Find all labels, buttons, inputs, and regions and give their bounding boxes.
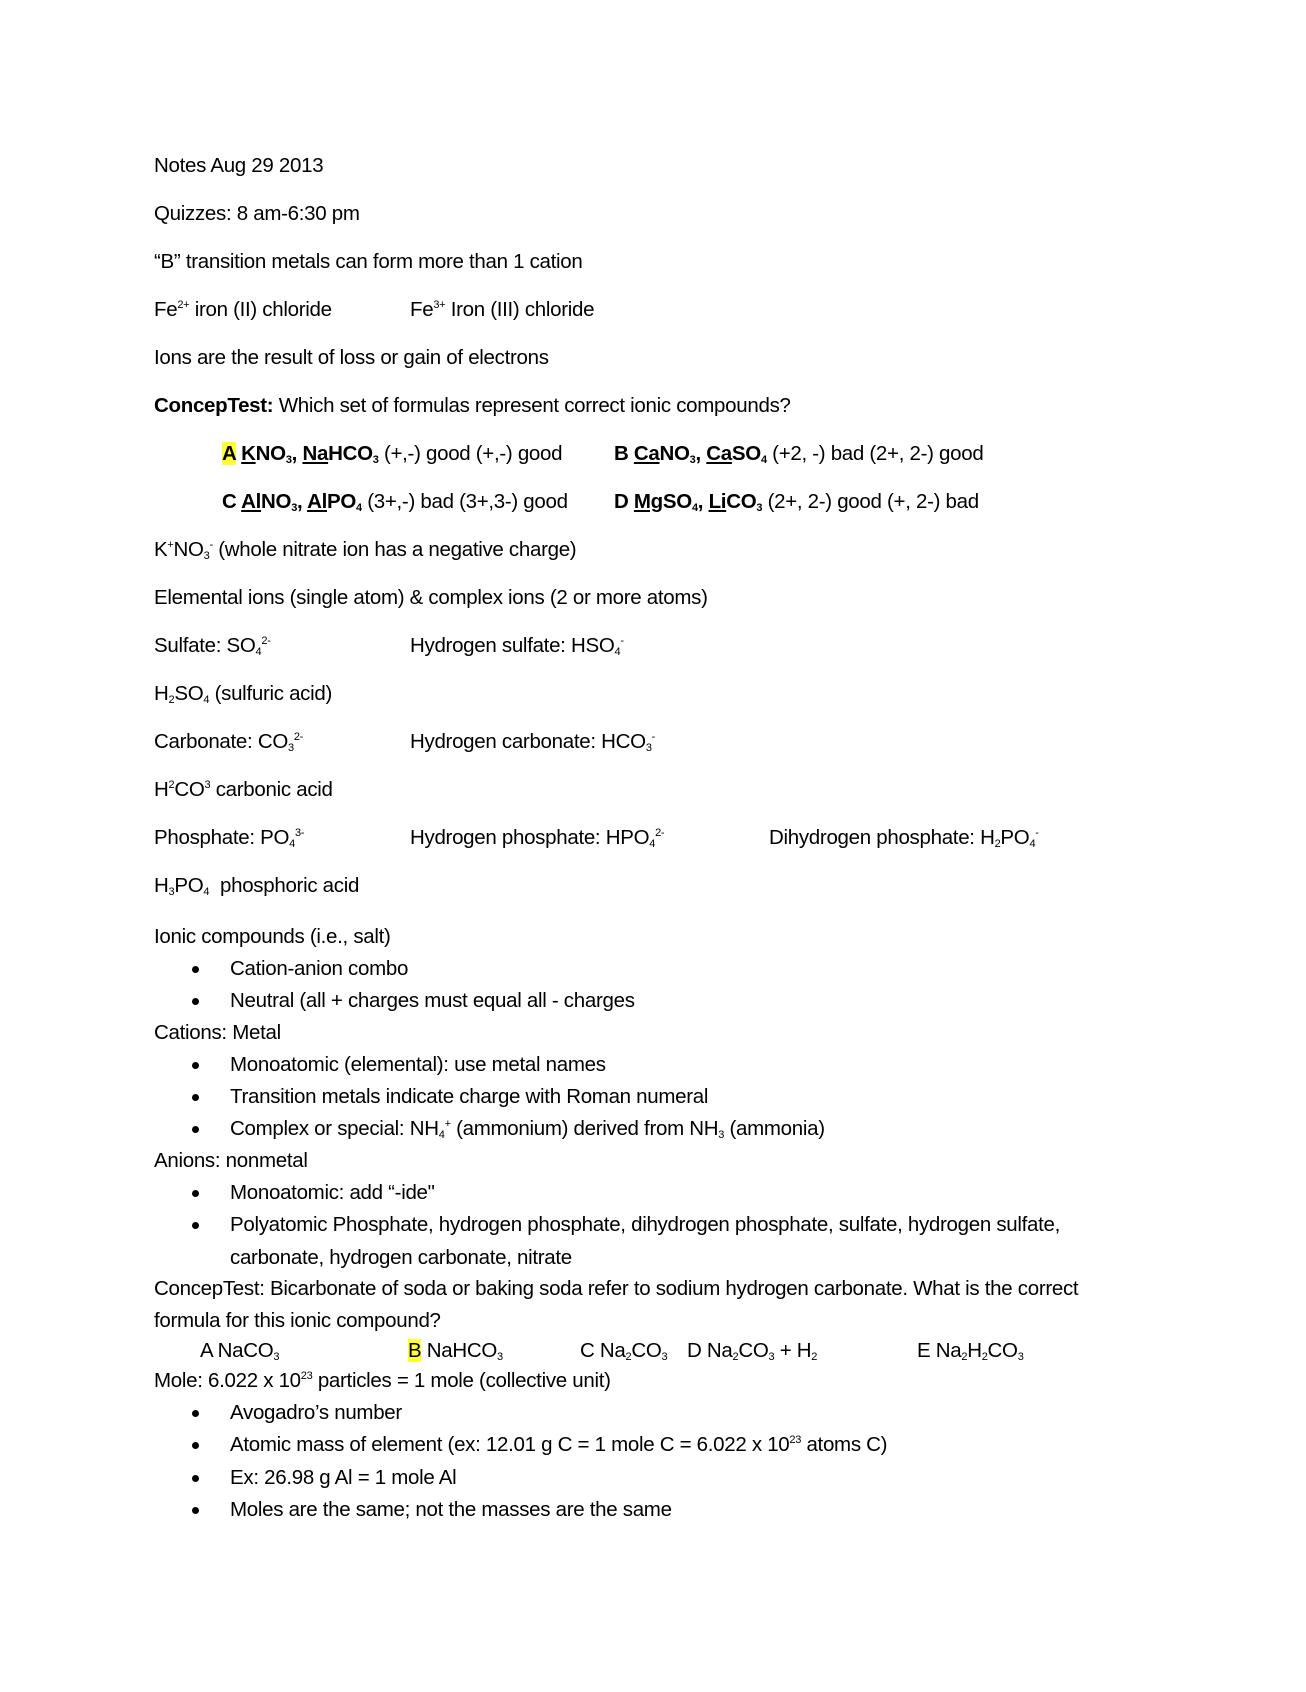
sulfate-line: Sulfate: $SO_4^{2-}$	[154, 634, 271, 658]
conceptest-2-line-1: ConcepTest: Bicarbonate of soda or baking soda refer to sodium hydrogen carbonate. What is the correct	[154, 1277, 1079, 1300]
bullet-icon	[192, 1475, 199, 1482]
conceptest-2-option-b: B NaHCO$_3$	[408, 1339, 503, 1363]
anion-bullet-1: Monoatomic: add “-ide"	[230, 1181, 435, 1204]
cation-bullet-1: Monoatomic (elemental): use metal names	[230, 1053, 606, 1076]
mole-bullet-4: Moles are the same; not the masses are the same	[230, 1498, 672, 1521]
dihydrogen-phosphate-line: Dihydrogen phosphate: $H_2PO_4^-$	[769, 826, 1039, 850]
cation-bullet-2: Transition metals indicate charge with Roman numeral	[230, 1085, 709, 1108]
mole-bullet-2: Atomic mass of element (ex: 12.01 g C = 1 mole C = 6.022 x $10^{23}$ atoms C)	[230, 1433, 888, 1456]
bullet-icon	[192, 1190, 199, 1197]
conceptest-2-option-c: C $Na_2CO_3$	[580, 1339, 668, 1363]
conceptest-2-option-e: E $Na_2H_2CO_3$	[917, 1339, 1024, 1363]
ionic-compounds-heading: Ionic compounds (i.e., salt)	[154, 925, 391, 948]
hydrogen-sulfate-line: Hydrogen sulfate: $HSO_4^-$	[410, 634, 624, 658]
bullet-icon	[192, 998, 199, 1005]
bullet-icon	[192, 1442, 199, 1449]
anion-bullet-2: Polyatomic Phosphate, hydrogen phosphate, dihydrogen phosphate, sulfate, hydrogen sulfate,	[230, 1213, 1061, 1236]
conceptest-1-question: ConcepTest: Which set of formulas represent correct ionic compounds?	[154, 394, 791, 417]
bullet-icon	[192, 1062, 199, 1069]
hydrogen-phosphate-line: Hydrogen phosphate: $HPO_4^{2-}$	[410, 826, 665, 850]
iron-iii-line: $Fe^{3+}$ Iron (III) chloride	[410, 298, 595, 321]
sulfuric-acid-line: $H_2SO_4$ (sulfuric acid)	[154, 682, 332, 706]
conceptest-1-option-d: D MgSO$_4$, LiCO$_3$ (2+, 2-) good (+, 2-) bad	[614, 490, 979, 514]
anion-bullet-2-cont: carbonate, hydrogen carbonate, nitrate	[230, 1246, 572, 1269]
bullet-icon	[192, 1126, 199, 1133]
anions-heading: Anions: nonmetal	[154, 1149, 308, 1172]
conceptest-2-line-2: formula for this ionic compound?	[154, 1309, 441, 1332]
nitrate-line: $K^+NO_3^-$ (whole nitrate ion has a negative charge)	[154, 538, 577, 562]
bullet-icon	[192, 966, 199, 973]
ions-line: Ions are the result of loss or gain of electrons	[154, 346, 549, 369]
mole-heading: Mole: 6.022 x $10^{23}$ particles = 1 mole (collective unit)	[154, 1369, 611, 1392]
mole-bullet-3: Ex: 26.98 g Al = 1 mole Al	[230, 1466, 457, 1489]
bullet-icon	[192, 1222, 199, 1229]
bullet-icon	[192, 1410, 199, 1417]
mole-bullet-1: Avogadro’s number	[230, 1401, 402, 1424]
cation-bullet-3: Complex or special: $NH_4^+$ (ammonium) derived from $NH_3$ (ammonia)	[230, 1117, 825, 1141]
conceptest-1-option-a: A $KNO_3$, NaHCO$_3$ (+,-) good (+,-) good	[222, 442, 563, 466]
carbonate-line: Carbonate: $CO_3^{2-}$	[154, 730, 303, 754]
conceptest-1-option-b: B CaNO$_3$, CaSO$_4$ (+2, -) bad (2+, 2-) good	[614, 442, 984, 466]
bullet-icon	[192, 1094, 199, 1101]
ionic-bullet-1: Cation-anion combo	[230, 957, 409, 980]
conceptest-1-option-c: C AlNO$_3$, AlPO$_4$ (3+,-) bad (3+,3-) good	[222, 490, 568, 514]
phosphoric-acid-line: $H_3PO_4$ phosphoric acid	[154, 874, 360, 898]
iron-ii-line: $Fe^{2+}$ iron (II) chloride	[154, 298, 332, 321]
bullet-icon	[192, 1507, 199, 1514]
conceptest-2-option-d: D $Na_2CO_3 + H_2$	[687, 1339, 818, 1363]
notes-title: Notes Aug 29 2013	[154, 154, 324, 177]
hydrogen-carbonate-line: Hydrogen carbonate: $HCO_3^-$	[410, 730, 656, 754]
quizzes-line: Quizzes: 8 am-6:30 pm	[154, 202, 360, 225]
transition-metals-line: “B” transition metals can form more than 1 cation	[154, 250, 583, 273]
cations-heading: Cations: Metal	[154, 1021, 281, 1044]
elemental-ions-line: Elemental ions (single atom) & complex ions (2 or more atoms)	[154, 586, 708, 609]
carbonic-acid-line: $H^2CO^3$ carbonic acid	[154, 778, 333, 801]
conceptest-2-option-a: A NaCO$_3$	[200, 1339, 280, 1363]
phosphate-line: Phosphate: $PO_4^{3-}$	[154, 826, 305, 850]
ionic-bullet-2: Neutral (all + charges must equal all - charges	[230, 989, 635, 1012]
